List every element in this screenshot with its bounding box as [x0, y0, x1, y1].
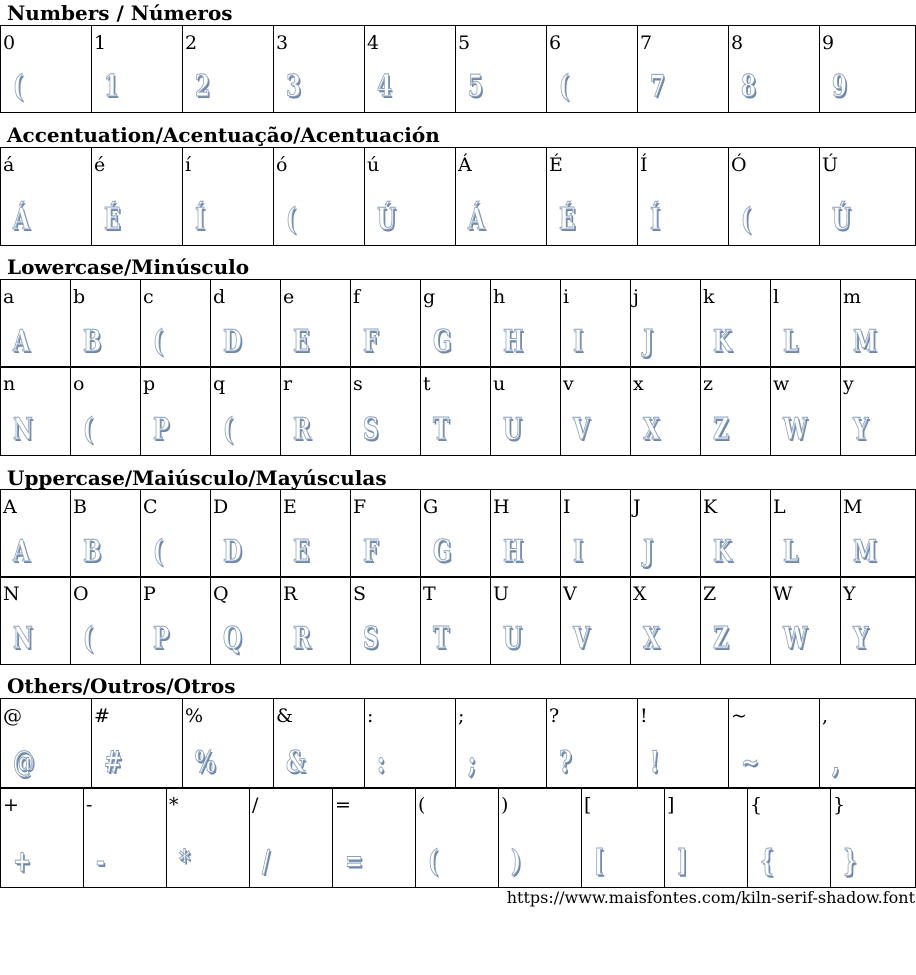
glyph-cell	[560, 366, 631, 456]
glyph-cell	[700, 489, 771, 578]
glyph-sample: Ú	[377, 202, 396, 237]
glyph-label: é	[94, 154, 106, 176]
numbers-section-title: Numbers / Números	[7, 1, 233, 25]
glyph-cell	[0, 576, 71, 665]
glyph-sample: N	[13, 621, 33, 656]
glyph-cell	[70, 279, 141, 368]
glyph-sample: A	[13, 534, 30, 569]
glyph-cell	[840, 576, 916, 665]
glyph-sample: #	[104, 745, 123, 780]
others-row-1	[0, 699, 916, 789]
glyph-sample: Y	[853, 412, 869, 447]
glyph-label: c	[143, 286, 154, 308]
glyph-cell	[210, 576, 281, 665]
glyph-cell	[455, 698, 547, 789]
glyph-cell	[747, 787, 831, 888]
glyph-cell	[728, 25, 820, 113]
glyph-cell	[364, 698, 456, 789]
glyph-cell	[364, 25, 456, 113]
glyph-sample: (	[13, 69, 24, 104]
glyph-label: 3	[276, 32, 289, 54]
glyph-label: ~	[731, 705, 747, 727]
uppercase-row-1	[0, 490, 916, 578]
glyph-label: Á	[458, 154, 472, 176]
glyph-cell	[182, 698, 274, 789]
glyph-sample: 4	[377, 69, 393, 104]
glyph-cell	[0, 489, 71, 578]
glyph-cell	[630, 279, 701, 368]
glyph-sample: E	[293, 324, 310, 359]
glyph-sample: (	[153, 534, 164, 569]
glyph-label: @	[3, 705, 22, 727]
glyph-sample: 7	[650, 69, 666, 104]
glyph-label: r	[283, 373, 293, 395]
glyph-label: {	[750, 794, 763, 816]
glyph-sample: S	[363, 412, 379, 447]
glyph-sample: )	[511, 844, 522, 879]
glyph-label: G	[423, 496, 439, 518]
glyph-cell	[273, 698, 365, 789]
glyph-sample: 1	[104, 69, 120, 104]
glyph-sample: (	[741, 202, 752, 237]
glyph-label: q	[213, 373, 226, 395]
glyph-cell	[0, 279, 71, 368]
glyph-cell	[420, 489, 491, 578]
source-url[interactable]: https://www.maisfontes.com/kiln-serif-shadow.font	[506, 888, 915, 907]
glyph-sample: M	[853, 534, 877, 569]
others-section-title: Others/Outros/Otros	[7, 674, 236, 698]
glyph-sample: R	[293, 621, 311, 656]
glyph-sample: *	[179, 844, 191, 879]
glyph-label: ó	[276, 154, 288, 176]
glyph-cell	[182, 147, 274, 246]
glyph-label: 2	[185, 32, 198, 54]
glyph-sample: +	[13, 844, 32, 879]
glyph-label: F	[353, 496, 367, 518]
glyph-label: ú	[367, 154, 380, 176]
glyph-label: -	[86, 794, 93, 816]
glyph-label: Í	[640, 154, 648, 176]
glyph-cell	[280, 279, 351, 368]
glyph-label: u	[493, 373, 506, 395]
glyph-cell	[490, 489, 561, 578]
glyph-label: ;	[458, 705, 465, 727]
glyph-label: 0	[3, 32, 16, 54]
glyph-label: 1	[94, 32, 107, 54]
glyph-sample: M	[853, 324, 877, 359]
glyph-cell	[490, 576, 561, 665]
glyph-label: E	[283, 496, 297, 518]
glyph-sample: I	[573, 324, 584, 359]
glyph-cell	[664, 787, 748, 888]
glyph-label: /	[252, 794, 259, 816]
glyph-cell	[700, 576, 771, 665]
glyph-label: K	[703, 496, 718, 518]
glyph-cell	[280, 576, 351, 665]
glyph-sample: G	[433, 324, 452, 359]
glyph-sample: L	[783, 324, 799, 359]
glyph-label: L	[773, 496, 786, 518]
glyph-sample: @	[13, 745, 35, 780]
numbers-row	[0, 26, 916, 113]
glyph-cell	[630, 366, 701, 456]
glyph-sample: H	[503, 324, 524, 359]
glyph-label: e	[283, 286, 295, 308]
glyph-cell	[91, 698, 183, 789]
glyph-label: ]	[667, 794, 675, 816]
accentuation-row	[0, 148, 916, 246]
glyph-label: :	[367, 705, 374, 727]
glyph-sample: K	[713, 324, 732, 359]
glyph-sample: /	[262, 844, 270, 879]
glyph-label: &	[276, 705, 293, 727]
glyph-cell	[91, 25, 183, 113]
glyph-label: l	[773, 286, 780, 308]
glyph-sample: V	[573, 621, 590, 656]
glyph-sample: A	[13, 324, 30, 359]
glyph-cell	[332, 787, 416, 888]
glyph-label: Ú	[822, 154, 839, 176]
glyph-cell	[560, 576, 631, 665]
glyph-cell	[560, 489, 631, 578]
glyph-cell	[70, 366, 141, 456]
glyph-sample: J	[643, 324, 654, 359]
glyph-cell	[455, 25, 547, 113]
glyph-label: )	[501, 794, 509, 816]
glyph-label: V	[563, 583, 577, 605]
glyph-sample: Z	[713, 621, 729, 656]
glyph-cell	[166, 787, 250, 888]
glyph-sample: (	[428, 844, 439, 879]
glyph-label: d	[213, 286, 226, 308]
glyph-cell	[83, 787, 167, 888]
glyph-sample: (	[83, 621, 94, 656]
glyph-label: P	[143, 583, 156, 605]
glyph-label: k	[703, 286, 715, 308]
glyph-sample: (	[153, 324, 164, 359]
glyph-cell	[770, 366, 841, 456]
glyph-label: i	[563, 286, 570, 308]
glyph-sample: V	[573, 412, 590, 447]
glyph-cell	[350, 489, 421, 578]
glyph-sample: (	[83, 412, 94, 447]
glyph-cell	[280, 489, 351, 578]
glyph-label: 5	[458, 32, 471, 54]
glyph-cell	[0, 698, 92, 789]
glyph-label: T	[423, 583, 436, 605]
glyph-sample: 9	[832, 69, 848, 104]
glyph-cell	[140, 489, 211, 578]
glyph-sample: T	[433, 621, 450, 656]
glyph-cell	[546, 698, 638, 789]
glyph-sample: 2	[195, 69, 211, 104]
glyph-sample: P	[153, 621, 170, 656]
glyph-label: N	[3, 583, 20, 605]
glyph-label: Ó	[731, 154, 747, 176]
glyph-cell	[637, 25, 729, 113]
glyph-label: R	[283, 583, 298, 605]
glyph-label: X	[633, 583, 647, 605]
glyph-label: 9	[822, 32, 835, 54]
glyph-label: (	[418, 794, 426, 816]
glyph-sample: ?	[559, 745, 572, 780]
glyph-label: Y	[843, 583, 856, 605]
glyph-cell	[630, 576, 701, 665]
glyph-sample: !	[650, 745, 660, 780]
glyph-label: h	[493, 286, 506, 308]
glyph-label: =	[335, 794, 351, 816]
uppercase-row-2	[0, 577, 916, 665]
glyph-label: s	[353, 373, 363, 395]
glyph-cell	[546, 147, 638, 246]
glyph-label: a	[3, 286, 15, 308]
glyph-label: W	[773, 583, 793, 605]
glyph-sample: R	[293, 412, 311, 447]
glyph-label: ?	[549, 705, 560, 727]
glyph-sample: B	[83, 534, 102, 569]
lowercase-row-2	[0, 367, 916, 456]
glyph-label: D	[213, 496, 229, 518]
glyph-sample: D	[223, 534, 242, 569]
glyph-label: g	[423, 286, 436, 308]
glyph-cell	[420, 366, 491, 456]
glyph-label: C	[143, 496, 158, 518]
glyph-sample: 3	[286, 69, 302, 104]
accentuation-section-title: Accentuation/Acentuação/Acentuación	[7, 123, 440, 147]
glyph-cell	[0, 366, 71, 456]
glyph-sample: D	[223, 324, 242, 359]
glyph-label: 4	[367, 32, 380, 54]
glyph-sample: (	[223, 412, 234, 447]
glyph-cell	[420, 576, 491, 665]
glyph-cell	[70, 489, 141, 578]
glyph-sample: F	[363, 534, 379, 569]
glyph-label: f	[353, 286, 361, 308]
glyph-cell	[546, 25, 638, 113]
glyph-sample: É	[104, 202, 121, 237]
glyph-cell	[415, 787, 499, 888]
glyph-label: S	[353, 583, 367, 605]
glyph-cell	[0, 787, 84, 888]
glyph-cell	[770, 489, 841, 578]
glyph-sample: G	[433, 534, 452, 569]
glyph-cell	[840, 279, 916, 368]
glyph-label: A	[3, 496, 17, 518]
glyph-cell	[364, 147, 456, 246]
glyph-cell	[819, 698, 916, 789]
glyph-cell	[830, 787, 916, 888]
glyph-label: ,	[822, 705, 829, 727]
glyph-sample: %	[195, 745, 216, 780]
glyph-cell	[728, 698, 820, 789]
glyph-sample: E	[293, 534, 310, 569]
glyph-label: Z	[703, 583, 717, 605]
glyph-sample: F	[363, 324, 379, 359]
glyph-sample: W	[783, 412, 808, 447]
glyph-cell	[273, 147, 365, 246]
glyph-label: j	[633, 286, 639, 308]
glyph-cell	[700, 366, 771, 456]
glyph-cell	[819, 147, 916, 246]
glyph-label: O	[73, 583, 89, 605]
glyph-cell	[182, 25, 274, 113]
glyph-sample: T	[433, 412, 450, 447]
glyph-cell	[210, 366, 281, 456]
glyph-sample: -	[96, 844, 105, 879]
glyph-sample: Í	[650, 202, 661, 237]
glyph-label: !	[640, 705, 648, 727]
glyph-label: Q	[213, 583, 229, 605]
glyph-label: v	[563, 373, 574, 395]
glyph-cell	[350, 279, 421, 368]
glyph-sample: ]	[677, 844, 688, 879]
glyph-sample: N	[13, 412, 33, 447]
glyph-cell	[498, 787, 582, 888]
glyph-sample: L	[783, 534, 799, 569]
glyph-label: 8	[731, 32, 744, 54]
glyph-cell	[630, 489, 701, 578]
glyph-label: I	[563, 496, 571, 518]
glyph-cell	[273, 25, 365, 113]
glyph-cell	[140, 576, 211, 665]
glyph-cell	[455, 147, 547, 246]
glyph-cell	[350, 576, 421, 665]
glyph-cell	[280, 366, 351, 456]
glyph-cell	[840, 489, 916, 578]
glyph-sample: K	[713, 534, 732, 569]
glyph-sample: É	[559, 202, 576, 237]
glyph-sample: (	[559, 69, 570, 104]
glyph-label: p	[143, 373, 156, 395]
glyph-cell	[770, 576, 841, 665]
glyph-label: í	[185, 154, 192, 176]
glyph-cell	[70, 576, 141, 665]
glyph-label: }	[833, 794, 846, 816]
glyph-label: o	[73, 373, 85, 395]
glyph-cell	[581, 787, 665, 888]
glyph-label: [	[584, 794, 592, 816]
lowercase-section-title: Lowercase/Minúsculo	[7, 255, 250, 279]
glyph-cell	[637, 147, 729, 246]
glyph-cell	[490, 366, 561, 456]
glyph-sample: 5	[468, 69, 484, 104]
glyph-cell	[819, 25, 916, 113]
glyph-sample: B	[83, 324, 102, 359]
glyph-label: x	[633, 373, 644, 395]
glyph-label: m	[843, 286, 862, 308]
glyph-label: b	[73, 286, 86, 308]
glyph-sample: U	[503, 412, 522, 447]
glyph-sample: X	[643, 412, 660, 447]
glyph-sample: ~	[741, 745, 760, 780]
glyph-sample: 8	[741, 69, 757, 104]
glyph-sample: Á	[13, 202, 30, 237]
glyph-label: +	[3, 794, 19, 816]
glyph-cell	[770, 279, 841, 368]
glyph-label: #	[94, 705, 110, 727]
glyph-sample: [	[594, 844, 605, 879]
glyph-sample: ;	[468, 745, 476, 780]
glyph-label: 7	[640, 32, 653, 54]
glyph-cell	[249, 787, 333, 888]
glyph-sample: W	[783, 621, 808, 656]
glyph-sample: Í	[195, 202, 206, 237]
glyph-cell	[210, 489, 281, 578]
glyph-cell	[637, 698, 729, 789]
glyph-label: U	[493, 583, 510, 605]
glyph-cell	[490, 279, 561, 368]
glyph-cell	[350, 366, 421, 456]
glyph-cell	[840, 366, 916, 456]
uppercase-section-title: Uppercase/Maiúsculo/Mayúsculas	[7, 466, 387, 490]
glyph-sample: :	[377, 745, 385, 780]
glyph-sample: U	[503, 621, 522, 656]
glyph-label: É	[549, 154, 563, 176]
glyph-sample: (	[286, 202, 297, 237]
glyph-sample: {	[760, 844, 774, 879]
glyph-sample: Z	[713, 412, 729, 447]
others-row-2	[0, 788, 916, 888]
glyph-cell	[210, 279, 281, 368]
glyph-sample: P	[153, 412, 170, 447]
glyph-label: n	[3, 373, 16, 395]
glyph-label: J	[633, 496, 641, 518]
glyph-label: t	[423, 373, 431, 395]
glyph-sample: Q	[223, 621, 242, 656]
glyph-sample: Ú	[832, 202, 851, 237]
glyph-sample: &	[286, 745, 306, 780]
glyph-cell	[140, 279, 211, 368]
glyph-sample: X	[643, 621, 660, 656]
glyph-sample: S	[363, 621, 379, 656]
glyph-sample: H	[503, 534, 524, 569]
glyph-label: z	[703, 373, 714, 395]
glyph-cell	[140, 366, 211, 456]
glyph-label: M	[843, 496, 863, 518]
glyph-label: H	[493, 496, 510, 518]
glyph-label: á	[3, 154, 15, 176]
glyph-cell	[728, 147, 820, 246]
glyph-cell	[0, 25, 92, 113]
glyph-label: B	[73, 496, 87, 518]
glyph-sample: J	[643, 534, 654, 569]
glyph-cell	[560, 279, 631, 368]
glyph-label: y	[843, 373, 854, 395]
glyph-sample: I	[573, 534, 584, 569]
glyph-sample: =	[345, 844, 364, 879]
glyph-label: %	[185, 705, 204, 727]
glyph-sample: Y	[853, 621, 869, 656]
glyph-label: *	[169, 794, 179, 816]
glyph-cell	[0, 147, 92, 246]
glyph-sample: ,	[832, 745, 840, 780]
glyph-label: 6	[549, 32, 562, 54]
glyph-label: w	[773, 373, 790, 395]
glyph-sample: }	[843, 844, 857, 879]
lowercase-row-1	[0, 280, 916, 368]
glyph-cell	[420, 279, 491, 368]
glyph-sample: Á	[468, 202, 485, 237]
glyph-cell	[91, 147, 183, 246]
glyph-cell	[700, 279, 771, 368]
